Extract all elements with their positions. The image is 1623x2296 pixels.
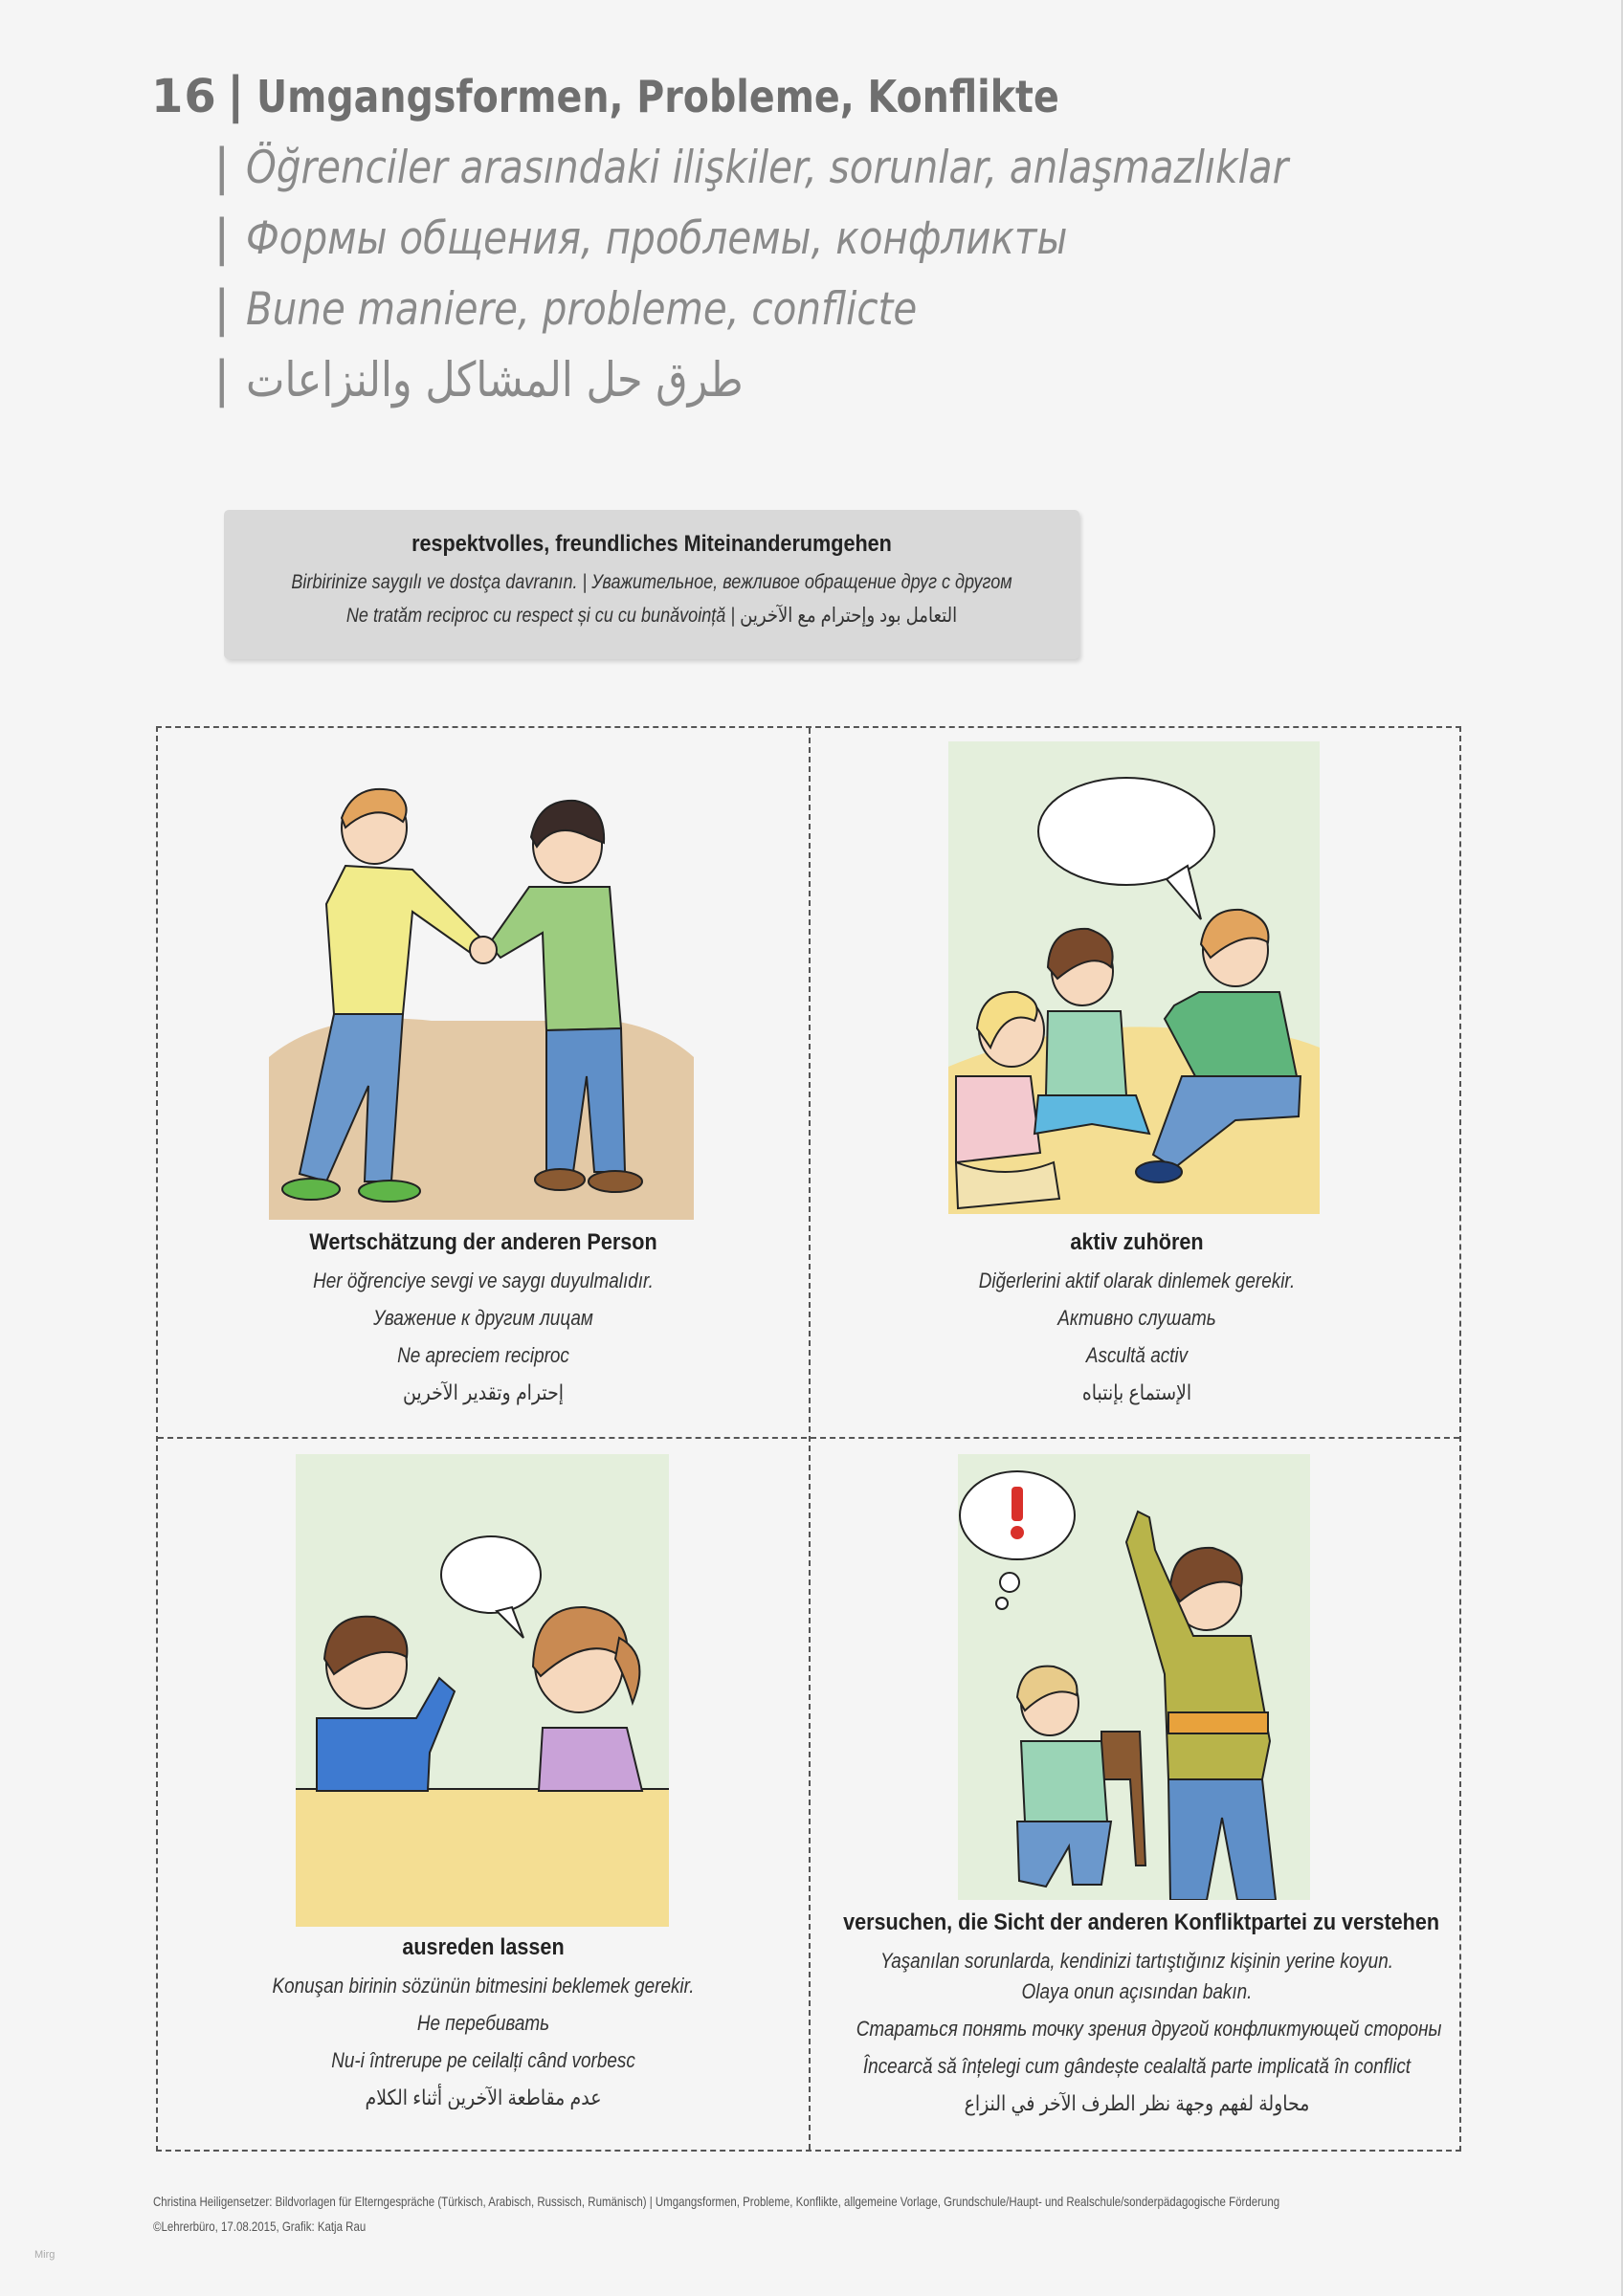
intro-german: respektvolles, freundliches Miteinanderumgehen xyxy=(411,531,892,557)
intro-turkish: Birbirinize saygılı ve dostça davranın. xyxy=(291,571,578,593)
title-arabic: طرق حل المشاكل والنزاعات xyxy=(245,352,744,408)
page-heading xyxy=(151,67,1395,415)
card-text-romanian: Nu-i întrerupe pe ceilalți când vorbesc xyxy=(331,2048,635,2072)
intro-box xyxy=(224,510,1079,659)
title-turkish: Öğrenciler arasındaki ilişkiler, sorunlar, anlaşmazlıklar xyxy=(245,141,1288,194)
card-text-romanian: Încearcă să înțelegi cum gândește cealaltă parte implicată în conflict xyxy=(862,2054,1412,2078)
title-arabic-row: | طرق حل المشاكل والنزاعات xyxy=(213,351,744,408)
title-romanian: Bune maniere, probleme, conflicte xyxy=(245,282,917,336)
perspective-illustration xyxy=(958,1454,1310,1900)
card-respect xyxy=(158,728,809,1437)
card-text-turkish: Konuşan birinin sözünün bitmesini beklemek gerekir. xyxy=(272,1974,695,1998)
card-caption xyxy=(811,1910,1463,2116)
intro-romanian: Ne tratăm reciproc cu respect și cu cu bunăvoință xyxy=(345,605,726,627)
card-text-turkish: Yaşanılan sorunlarda, kendinizi tartıştığınız kişinin yerine koyun. xyxy=(879,1949,1393,1973)
card-caption xyxy=(811,1229,1463,1405)
card-text-arabic: محاولة لفهم وجهة نظر الطرف الآخر في النزاع xyxy=(964,2091,1310,2115)
title-russian: Формы общения, проблемы, конфликты xyxy=(245,211,1067,265)
title-russian-row: | Формы общения, проблемы, конфликты xyxy=(213,210,1067,267)
card-title-german: versuchen, die Sicht der anderen Konfliktpartei zu verstehen xyxy=(843,1910,1440,1935)
card-title-german: aktiv zuhören xyxy=(1070,1229,1204,1255)
card-text-turkish: Diğerlerini aktif olarak dinlemek gerekir. xyxy=(978,1269,1296,1292)
card-title-german: Wertschätzung der anderen Person xyxy=(309,1229,657,1255)
card-text-russian: Не перебивать xyxy=(416,2011,550,2035)
card-caption xyxy=(158,1934,809,2110)
title-turkish-row: | Öğrenciler arasındaki ilişkiler, sorunlar, anlaşmazlıklar xyxy=(213,139,1288,196)
card-grid xyxy=(156,726,1461,2152)
card-text-romanian: Ne apreciem reciproc xyxy=(397,1343,569,1367)
card-text-romanian: Ascultă activ xyxy=(1085,1343,1189,1367)
title-romanian-row: | Bune maniere, probleme, conflicte xyxy=(213,280,917,338)
intro-line-2: Birbirinize saygılı ve dostça davranın. | Уважительное, вежливое обращение друг с другом xyxy=(291,571,1012,593)
card-text-russian: Уважение к другим лицам xyxy=(373,1306,593,1330)
card-perspective xyxy=(811,1439,1463,2152)
title-german: Umgangsformen, Probleme, Konflikte xyxy=(256,71,1059,122)
footer-source: Christina Heiligensetzer: Bildvorlagen für Elterngespräche (Türkisch, Arabisch, Russisch, Rumänisch) | Umgangsformen, Probleme, Konflikte, allgemeine Vorlage, Grundschule/Haupt- und Realschule/sonderpädagogische Förderung xyxy=(153,2194,1280,2209)
card-caption xyxy=(158,1229,809,1405)
card-text-arabic: عدم مقاطعة الآخرين أثناء الكلام xyxy=(365,2086,602,2109)
card-text-arabic: الإستماع بإنتباه xyxy=(1081,1380,1192,1404)
intro-arabic: التعامل بود وإحترام مع الآخرين xyxy=(740,605,958,627)
card-let-finish xyxy=(158,1439,809,2152)
intro-russian: Уважительное, вежливое обращение друг с другом xyxy=(591,571,1012,593)
page-number: 16 xyxy=(151,70,217,123)
card-text-russian: Стараться понять точку зрения другой конфликтующей стороны xyxy=(856,2017,1442,2041)
card-title-german: ausreden lassen xyxy=(402,1934,565,1960)
intro-line-3: Ne tratăm reciproc cu respect și cu cu bunăvoință | التعامل بود وإحترام مع الآخرين xyxy=(345,605,958,627)
handshake-illustration xyxy=(269,770,694,1220)
heading-divider: | xyxy=(226,67,245,124)
footer-copyright: ©Lehrerbüro, 17.08.2015, Grafik: Katja Rau xyxy=(153,2219,367,2234)
footer-credits xyxy=(153,2194,1279,2243)
card-text-turkish: Her öğrenciye sevgi ve saygı duyulmalıdır. xyxy=(313,1269,654,1292)
card-text-arabic: إحترام وتقدير الآخرين xyxy=(402,1380,565,1404)
footer-mark: Mirg xyxy=(34,2249,56,2261)
listening-illustration xyxy=(948,741,1320,1214)
conversation-illustration xyxy=(296,1454,669,1927)
card-text-turkish-2: Olaya onun açısından bakın. xyxy=(1021,1979,1253,2003)
card-active-listening xyxy=(811,728,1463,1437)
card-text-russian: Активно слушать xyxy=(1057,1306,1216,1330)
heading-main xyxy=(151,67,1395,132)
